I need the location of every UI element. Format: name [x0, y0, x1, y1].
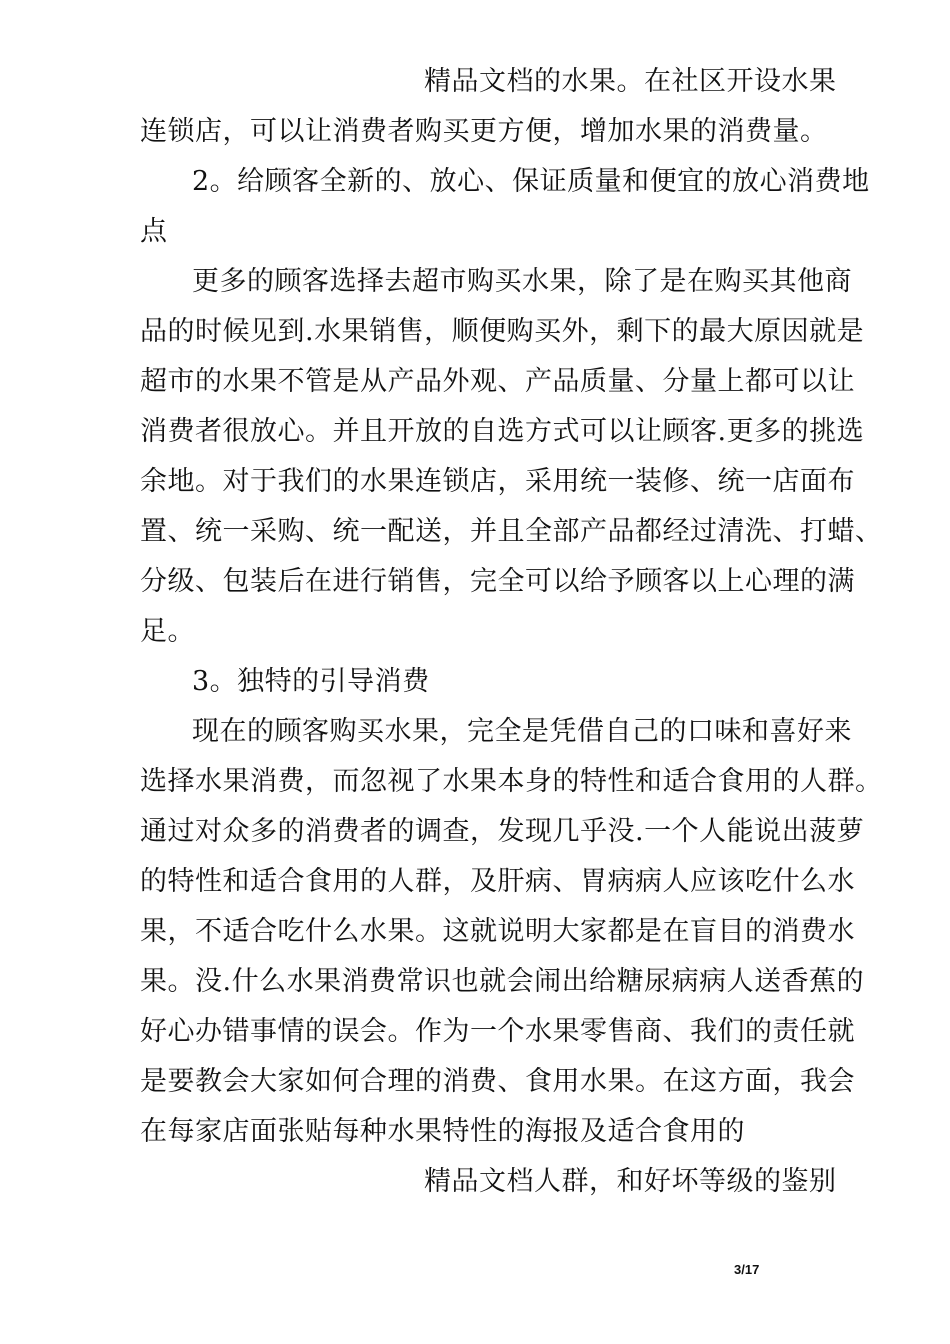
text-line: 精品文档人群，和好坏等级的鉴别: [424, 1166, 837, 1197]
text-line: 更多的顾客选择去超市购买水果，除了是在购买其他商: [192, 266, 852, 297]
text-line: 足。: [140, 616, 195, 647]
text-line: 选择水果消费，而忽视了水果本身的特性和适合食用的人群。: [140, 766, 883, 797]
text-line: 是要教会大家如何合理的消费、食用水果。在这方面，我会: [140, 1066, 855, 1097]
text-line: 点: [140, 216, 168, 247]
text-line: 余地。对于我们的水果连锁店，采用统一装修、统一店面布: [140, 466, 855, 497]
text-line: 消费者很放心。并且开放的自选方式可以让顾客.更多的挑选: [140, 416, 865, 447]
text-line: 的特性和适合食用的人群，及肝病、胃病病人应该吃什么水: [140, 866, 855, 897]
text-line: 好心办错事情的误会。作为一个水果零售商、我们的责任就: [140, 1016, 855, 1047]
text-line: 在每家店面张贴每种水果特性的海报及适合食用的: [140, 1116, 745, 1147]
text-line: 2。给顾客全新的、放心、保证质量和便宜的放心消费地: [192, 166, 870, 197]
page-number: 3/17: [734, 1262, 760, 1277]
text-line: 现在的顾客购买水果，完全是凭借自己的口味和喜好来: [192, 716, 852, 747]
text-line: 超市的水果不管是从产品外观、产品质量、分量上都可以让: [140, 366, 855, 397]
text-line: 品的时候见到.水果销售，顺便购买外，剩下的最大原因就是: [140, 316, 865, 347]
text-line: 精品文档的水果。在社区开设水果: [424, 66, 837, 97]
text-line: 3。独特的引导消费: [192, 666, 430, 697]
text-line: 果。没.什么水果消费常识也就会闹出给糖尿病病人送香蕉的: [140, 966, 865, 997]
text-line: 置、统一采购、统一配送，并且全部产品都经过清洗、打蜡、: [140, 516, 883, 547]
text-line: 连锁店，可以让消费者购买更方便，增加水果的消费量。: [140, 116, 828, 147]
text-line: 果，不适合吃什么水果。这就说明大家都是在盲目的消费水: [140, 916, 855, 947]
text-line: 通过对众多的消费者的调查，发现几乎没.一个人能说出菠萝: [140, 816, 865, 847]
text-line: 分级、包装后在进行销售，完全可以给予顾客以上心理的满: [140, 566, 855, 597]
